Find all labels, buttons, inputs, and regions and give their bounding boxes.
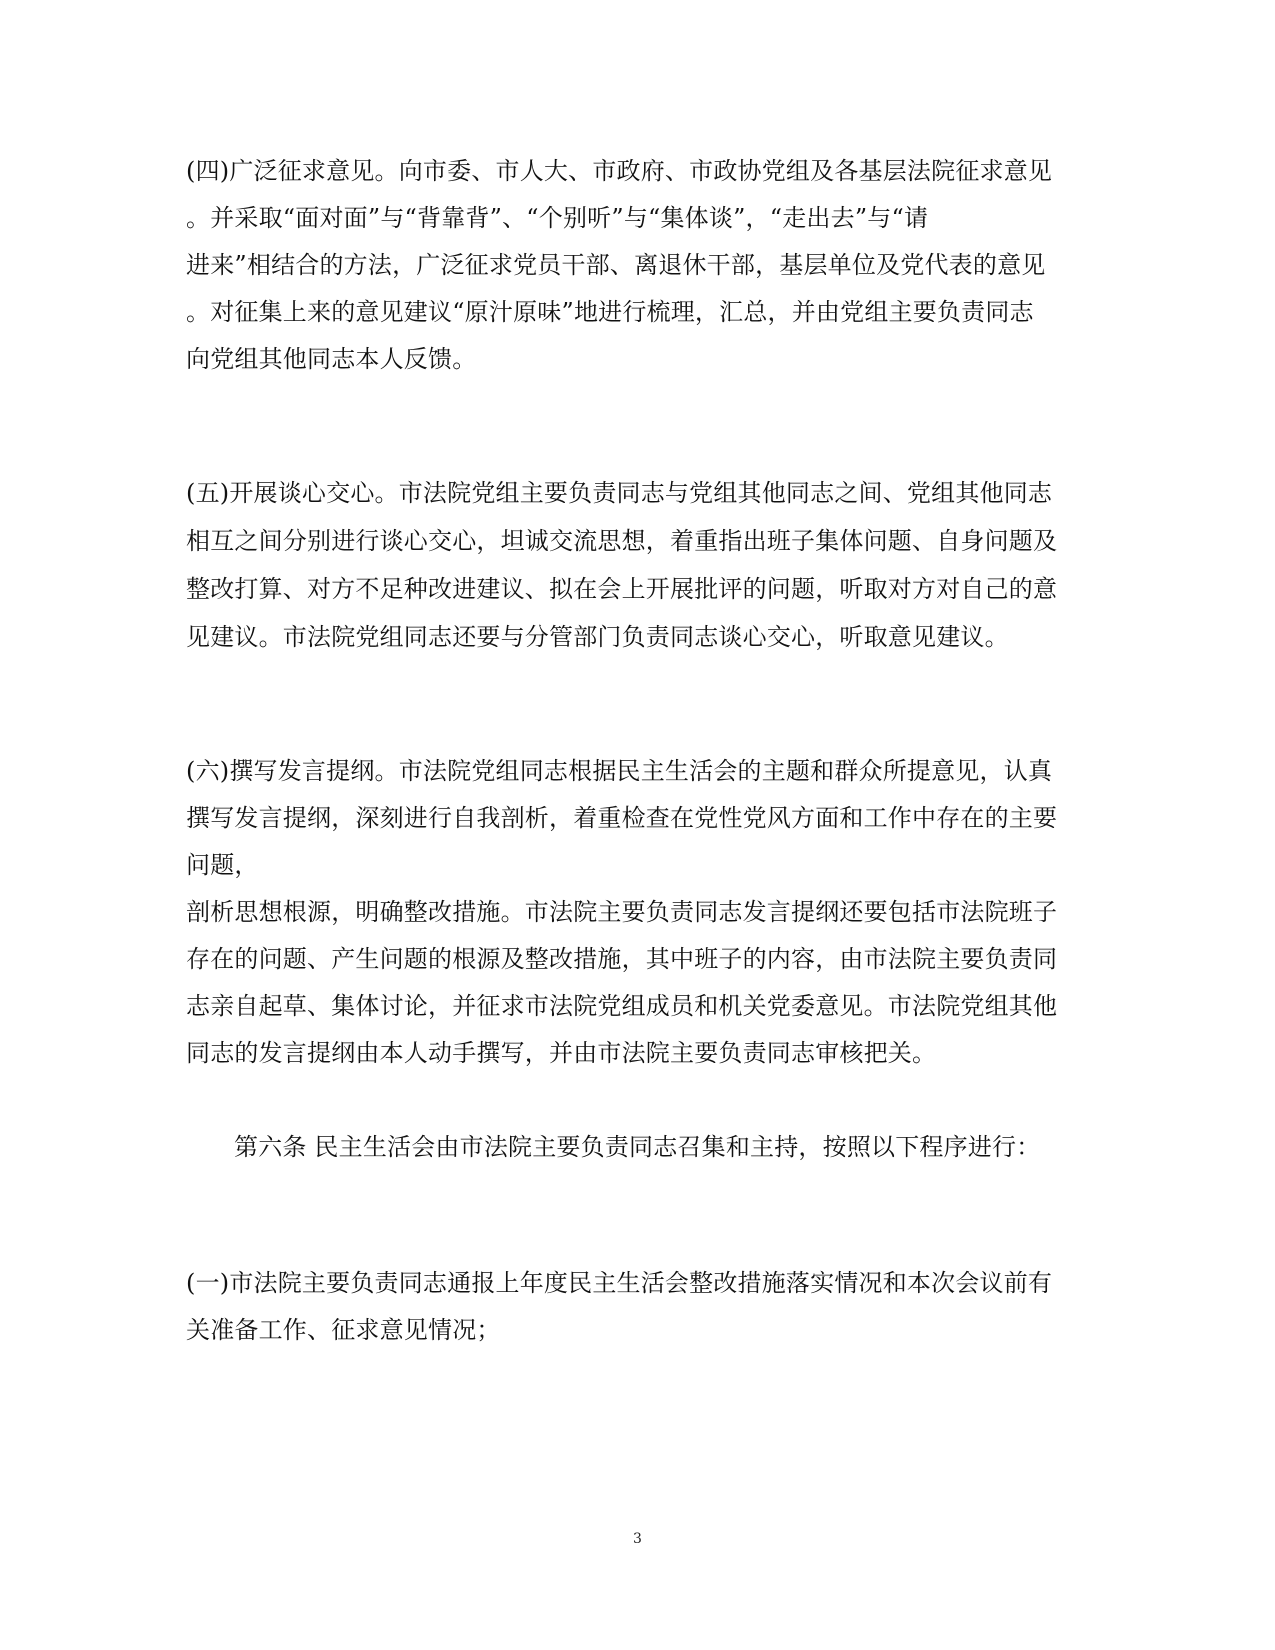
paragraph-1-line-1: (一)市法院主要负责同志通报上年度民主生活会整改措施落实情况和本次会议前有	[186, 1269, 1053, 1297]
paragraph-6-line-5: 存在的问题、产生问题的根源及整改措施，其中班子的内容，由市法院主要负责同	[186, 945, 1058, 973]
paragraph-5-line-2: 相互之间分别进行谈心交心，坦诚交流思想，着重指出班子集体问题、自身问题及	[186, 527, 1058, 555]
paragraph-6-line-4: 剖析思想根源，明确整改措施。市法院主要负责同志发言提纲还要包括市法院班子	[186, 898, 1058, 926]
paragraph-4-line-5: 向党组其他同志本人反馈。	[186, 345, 477, 373]
paragraph-4-line-3: 进来”相结合的方法，广泛征求党员干部、离退休干部，基层单位及党代表的意见	[186, 251, 1046, 279]
page-number: 3	[633, 1531, 642, 1547]
paragraph-5-line-4: 见建议。市法院党组同志还要与分管部门负责同志谈心交心，听取意见建议。	[186, 623, 1009, 651]
paragraph-5-line-3: 整改打算、对方不足种改进建议、拟在会上开展批评的问题，听取对方对自己的意	[186, 575, 1058, 603]
paragraph-5-line-1: (五)开展谈心交心。市法院党组主要负责同志与党组其他同志之间、党组其他同志	[186, 479, 1053, 507]
paragraph-6-line-7: 同志的发言提纲由本人动手撰写，并由市法院主要负责同志审核把关。	[186, 1039, 937, 1067]
article-6-heading: 第六条 民主生活会由市法院主要负责同志召集和主持，按照以下程序进行：	[234, 1133, 1041, 1161]
paragraph-4-line-2: 。并采取“面对面”与“背靠背”、“个别听”与“集体谈”，“走出去”与“请	[186, 204, 929, 232]
paragraph-1-line-2: 关准备工作、征求意见情况；	[186, 1316, 501, 1344]
paragraph-4-line-1: (四)广泛征求意见。向市委、市人大、市政府、市政协党组及各基层法院征求意见	[186, 157, 1053, 185]
paragraph-6-line-6: 志亲自起草、集体讨论，并征求市法院党组成员和机关党委意见。市法院党组其他	[186, 992, 1058, 1020]
paragraph-6-line-2: 撰写发言提纲，深刻进行自我剖析，着重检查在党性党风方面和工作中存在的主要	[186, 804, 1058, 832]
paragraph-6-line-1: (六)撰写发言提纲。市法院党组同志根据民主生活会的主题和群众所提意见，认真	[186, 757, 1053, 785]
paragraph-4-line-4: 。对征集上来的意见建议“原汁原味”地进行梳理，汇总，并由党组主要负责同志	[186, 298, 1034, 326]
paragraph-6-line-3: 问题，	[186, 851, 259, 879]
